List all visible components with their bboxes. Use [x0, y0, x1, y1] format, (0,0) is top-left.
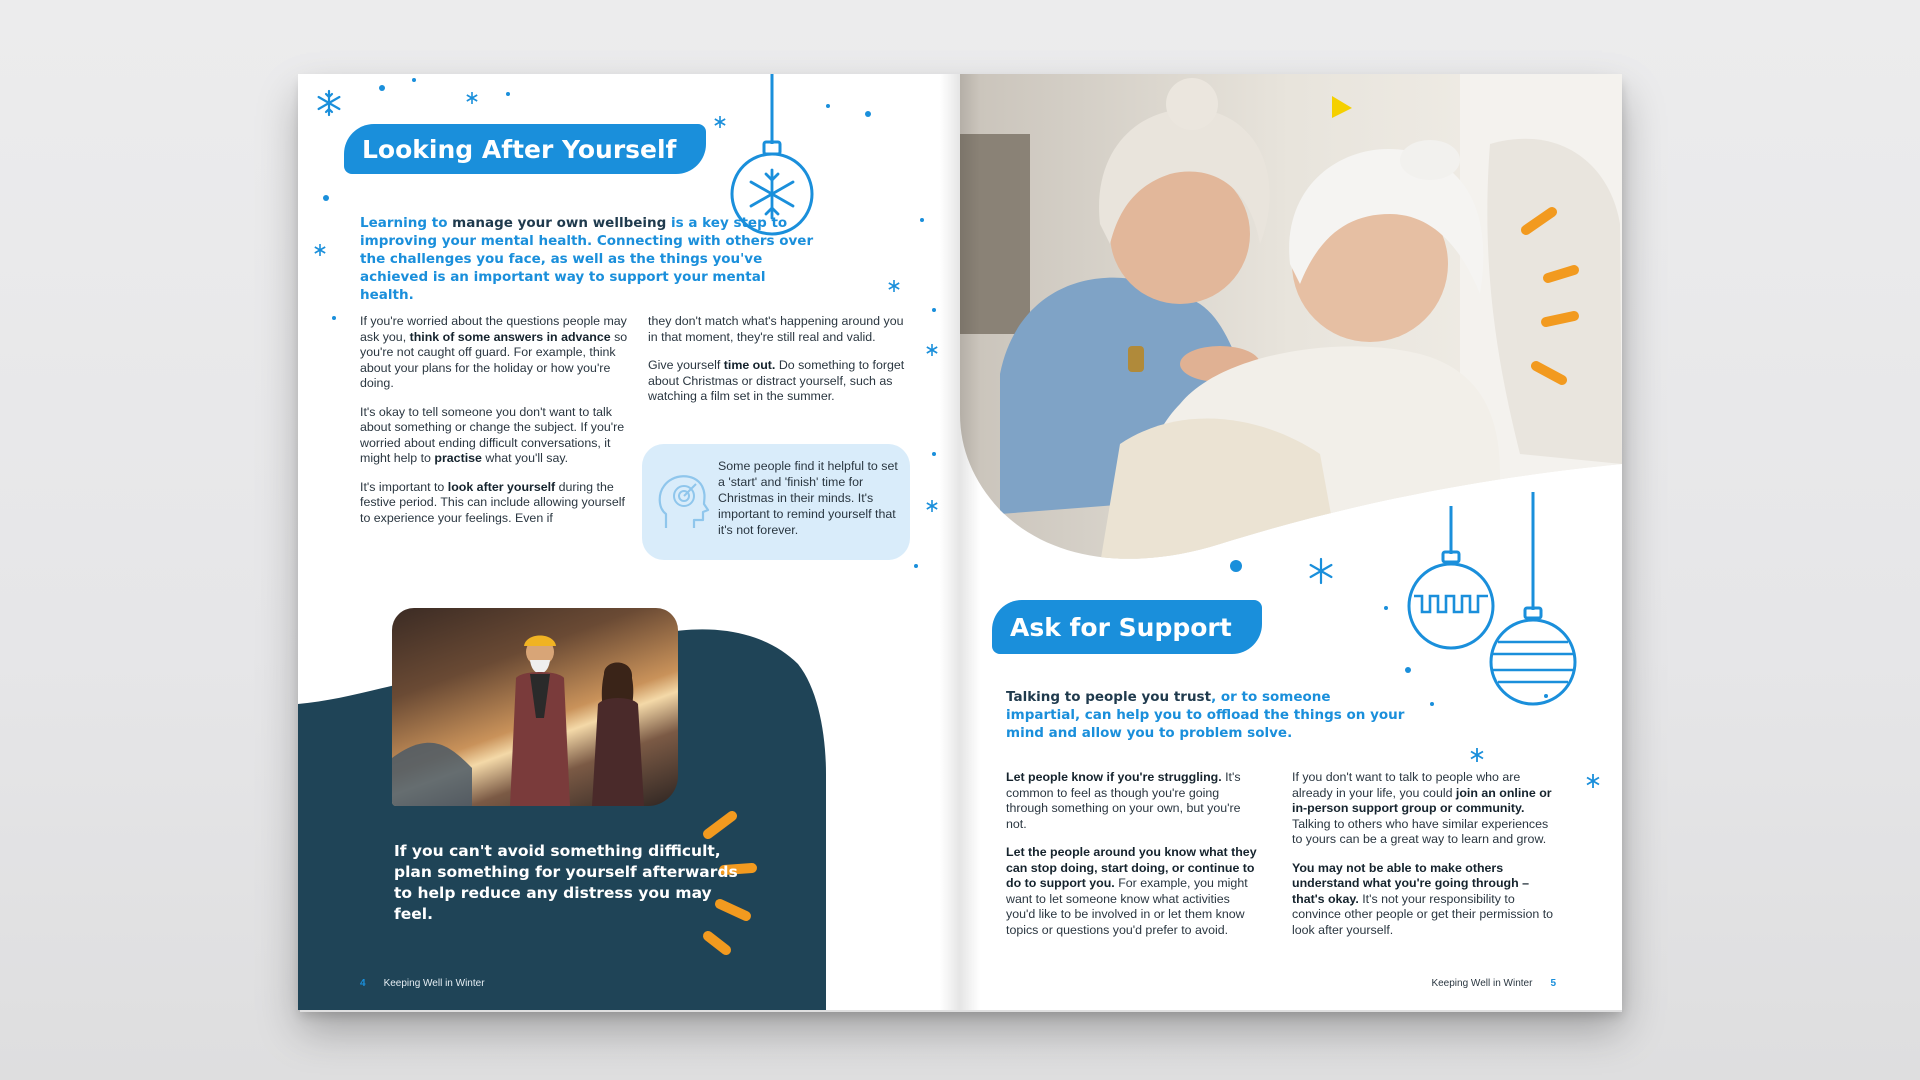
lead-paragraph — [1006, 688, 1406, 742]
photo-figures — [392, 608, 678, 806]
paragraph — [1292, 861, 1554, 939]
text: It's important to — [360, 479, 448, 494]
bold-text: practise — [434, 451, 482, 465]
text: so you're not caught off guard. For example, think about your plans for the holiday or how you're doing. — [360, 329, 628, 390]
paragraph: they don't match what's happening around you in that moment, they're still real and valid. — [648, 314, 904, 344]
bold-text: look after yourself — [447, 479, 556, 494]
footer-right — [1431, 978, 1556, 989]
page-title-text: Looking After Yourself — [362, 134, 677, 164]
lead-bold: Talking to people you trust — [1006, 689, 1212, 705]
bold-text: Let people know if you're struggling. — [1006, 770, 1222, 784]
body-column-2 — [648, 314, 914, 418]
page-number: 5 — [1550, 978, 1556, 989]
paragraph — [360, 405, 628, 467]
body-column-1 — [1006, 770, 1258, 951]
page-title-text: Ask for Support — [1010, 612, 1232, 642]
bold-text: Let the people around you know what they can stop doing, start doing, or continue to do to support you. — [1006, 845, 1257, 890]
page-title — [344, 124, 706, 174]
head-target-icon — [656, 470, 708, 530]
paragraph — [1006, 845, 1258, 938]
callout-text: Some people find it helpful to set a 'start' and 'finish' time for Christmas in their minds. It's important to remind yourself that it's not forever. — [718, 459, 898, 537]
text: during the festive period. This can include allowing yourself to experience your feelings. Even if — [360, 479, 625, 525]
body-column-2 — [1292, 770, 1554, 951]
right-page — [960, 74, 1622, 1010]
footer-title: Keeping Well in Winter — [1431, 978, 1533, 989]
page-number: 4 — [360, 978, 366, 989]
paragraph — [648, 358, 914, 405]
lead-paragraph — [360, 214, 814, 304]
text: It's common to feel as though you're going through something on your own, but you're not. — [1006, 770, 1241, 831]
paragraph — [1006, 770, 1258, 832]
text: It's not your responsibility to convince other people or get their permission to look after yourself. — [1292, 891, 1554, 937]
paragraph — [1292, 770, 1554, 848]
text: It's okay to tell someone you don't want to talk about something or change the subject. If you're worried about ending difficult conversations, it might help to — [360, 404, 625, 465]
text: For example, you might want to let someone know what activities you'd like to be involved in or let them know topics or questions you'd prefer to avoid. — [1006, 876, 1248, 937]
bold-text: join an online or in-person support group or community. — [1292, 785, 1552, 815]
lead-text: Learning to — [360, 215, 453, 231]
pull-quote: If you can't avoid something difficult, plan something for yourself afterwards to help reduce any distress you may feel. — [394, 842, 738, 923]
paragraph — [360, 480, 628, 527]
text: If you don't want to talk to people who are already in your life, you could — [1292, 770, 1521, 800]
lead-text: is a key step to improving your mental health. Connecting with others over the challenges you face, as well as the things you've achieved is an important way to support your mental health. — [360, 215, 814, 303]
text: Do something to forget about Christmas or distract yourself, such as watching a film set in the summer. — [648, 358, 905, 403]
footer-title: Keeping Well in Winter — [383, 978, 485, 989]
footer-left — [360, 978, 485, 989]
bauble-icon — [730, 74, 814, 234]
bold-text: think of some answers in advance — [409, 329, 611, 344]
text: Talking to others who have similar experiences to yours can be a great way to learn and grow. — [1292, 816, 1549, 846]
paragraph — [360, 314, 628, 392]
photo-couple-walking — [392, 608, 678, 806]
left-page — [298, 74, 960, 1010]
lead-bold: manage your own wellbeing — [452, 215, 667, 231]
body-column-1 — [360, 314, 628, 539]
text: If you're worried about the questions people may ask you, — [360, 314, 627, 344]
bold-text: time out. — [723, 358, 776, 372]
page-title — [992, 600, 1262, 654]
bold-text: You may not be able to make others understand what you're going through – that's okay. — [1292, 860, 1529, 906]
lead-text: , or to someone impartial, can help you to offload the things on your mind and allow you to problem solve. — [1006, 689, 1405, 741]
text: Give yourself — [648, 358, 724, 372]
callout-box — [642, 444, 910, 560]
text: what you'll say. — [481, 451, 569, 465]
